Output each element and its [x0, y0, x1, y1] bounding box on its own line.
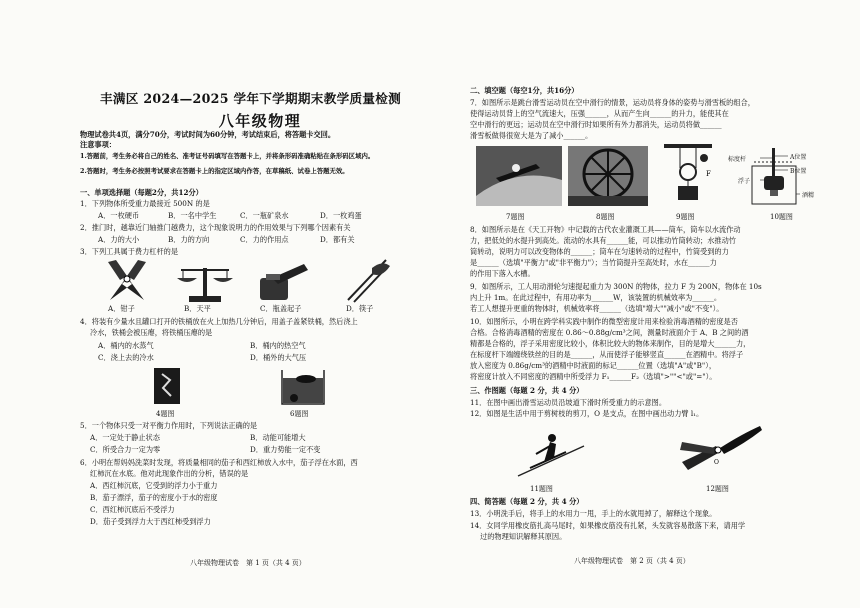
- exam-title: 丰满区 2024—2025 学年下学期期末教学质量检测: [100, 91, 402, 106]
- section-2-heading: 二、填空题（每空1分，共16分）: [470, 86, 579, 95]
- figure-8-caption: 8题图: [596, 213, 615, 221]
- question-10-line-6: 将密度计放入不同密度的酒精中所受浮力 F₁______F₂（选填">""<"或"="）。: [470, 372, 717, 381]
- figure-11-caption: 11题图: [530, 485, 553, 493]
- densimeter-image: [724, 142, 830, 206]
- q3-option-a: A．钳子: [108, 304, 135, 313]
- q1-option-c: C．一瓶矿泉水: [240, 211, 289, 220]
- question-5: 5．一个物体只受一对平衡力作用时，下列说法正确的是: [80, 421, 258, 430]
- label-alcohol: 酒精: [802, 192, 815, 199]
- q6-option-b: B．茄子漂浮，茄子的密度小于水的密度: [90, 493, 218, 502]
- page-1: [80, 50, 440, 570]
- question-9-line-1: 9．如图所示，工人用动滑轮匀速提起重力为 300N 的物体，拉力 F 为 200N，物体在 10s: [470, 282, 762, 291]
- q1-option-a: A．一枚硬币: [98, 211, 140, 220]
- subject-title: 八年级物理: [218, 112, 302, 130]
- question-1: 1．下列物体所受重力最接近 500N 的是: [80, 199, 210, 208]
- question-9-line-3: 若工人想提升更重的物体时，机械效率将______（选填"增大""减小"或"不变"）。: [470, 304, 724, 313]
- figure-9-caption: 9题图: [676, 213, 695, 221]
- question-10-line-4: 在标度杆下端缠绕铁丝的目的是______，从而使浮子能够竖直______在酒精中。将浮子: [470, 350, 744, 359]
- question-12: 12．如图是生活中用于剪树枝的剪刀，O 是支点，在图中画出动力臂 l₁。: [470, 409, 704, 418]
- label-b-position: B位置: [790, 168, 807, 175]
- figure-7-caption: 7题图: [506, 213, 525, 221]
- water-wheel-image: [568, 146, 648, 206]
- figure-6-caption: 6题图: [290, 410, 309, 418]
- q4-option-b: B．桶内的热空气: [250, 341, 306, 350]
- page-2-footer: 八年级物理试卷 第 2 页（共 4 页）: [574, 557, 690, 565]
- question-4-line-1: 4．将装有少量水且罐口打开的铁桶放在火上加热几分钟后，用盖子盖紧铁桶，然后浇上: [80, 317, 358, 326]
- q4-option-c: C．浇上去的冷水: [98, 353, 154, 362]
- pulley-image: [660, 142, 716, 206]
- question-2: 2．推门时，越靠近门轴推门越费力，这个现象说明力的作用效果与下列哪个因素有关: [80, 223, 351, 232]
- q6-option-a: A．西红柿沉底，它受到的浮力小于重力: [90, 481, 218, 490]
- q6-option-d: D．茄子受到浮力大于西红柿受到浮力: [90, 517, 211, 526]
- q2-option-a: A．力的大小: [98, 235, 140, 244]
- balance-image: [175, 258, 235, 304]
- question-10-line-5: 放入密度为 0.86g/cm³的酒精中时液面的标记______位置（选填"A"或"B"），: [470, 361, 717, 370]
- question-6-line-2: 红柿沉在水底。他对此现象作出的分析，错误的是: [90, 469, 249, 478]
- question-3: 3．下列工具属于费力杠杆的是: [80, 247, 179, 256]
- q5-option-a: A．一定处于静止状态: [90, 433, 160, 442]
- label-a-position: A位置: [790, 154, 807, 161]
- pliers-image: [102, 258, 152, 304]
- ski-jumper-image: [476, 146, 562, 206]
- page-1-footer: 八年级物理试卷 第 1 页（共 4 页）: [190, 559, 306, 567]
- q2-option-b: B．力的方向: [168, 235, 210, 244]
- question-9-line-2: 内上升 1m。在此过程中，有用功率为______W，该装置的机械效率为______。: [470, 293, 722, 302]
- q3-option-b: B．天平: [184, 304, 211, 313]
- notice-title: 注意事项：: [80, 140, 116, 149]
- question-7-line-4: 滑雪板做得很宽大是为了减小______。: [470, 131, 593, 140]
- bottle-opener-image: [258, 260, 312, 302]
- pruning-shears-image: [676, 422, 766, 482]
- question-7-line-1: 7．如图所示是跳台滑雪运动员在空中滑行的情景，运动员将身体的姿势与滑雪板的组合，: [470, 98, 755, 107]
- question-10-line-3: 精都是合格的，浮子采用密度比较小，体积比较大的物体来制作，目的是增大______力，: [470, 339, 751, 348]
- q1-option-b: B．一名中学生: [168, 211, 217, 220]
- question-7-line-2: 使得运动员背上的空气流速大，压强______，从而产生向______的升力，能使其在: [470, 109, 729, 118]
- question-13: 13．小明洗手后，将手上的水用力一甩，手上的水就甩掉了，解释这个现象。: [470, 509, 717, 518]
- section-1-heading: 一、单项选择题（每题2分，共12分）: [80, 188, 203, 197]
- q2-option-d: D．都有关: [320, 235, 355, 244]
- vegetables-in-water-image: [280, 366, 326, 406]
- question-11: 11．在图中画出滑雪运动员沿坡道下滑时所受重力的示意图。: [470, 398, 667, 407]
- crushed-bucket-image: [152, 366, 182, 406]
- q5-option-c: C．所受合力一定为零: [90, 445, 161, 454]
- question-10-line-1: 10．如图所示，小明在跨学科实践中制作的微型密度计用来检验消毒酒精的密度是否: [470, 317, 738, 326]
- label-float: 浮子: [738, 178, 751, 185]
- q4-option-d: D．桶外的大气压: [250, 353, 307, 362]
- q2-option-c: C．力的作用点: [240, 235, 289, 244]
- svg-text:F: F: [706, 170, 711, 178]
- section-4-heading: 四、简答题（每题 2 分，共 4 分）: [470, 497, 584, 506]
- q5-option-b: B．动能可能增大: [250, 433, 306, 442]
- question-8-line-1: 8．如图所示是在《天工开物》中记载的古代农业灌溉工具——筒车，筒车以水流作动: [470, 225, 741, 234]
- exam-info: 物理试卷共4页，满分70分，考试时间为60分钟，考试结束后，将答题卡交回。: [80, 130, 336, 139]
- q5-option-d: D．重力势能一定不变: [250, 445, 321, 454]
- skier-on-slope-image: [516, 424, 586, 480]
- q3-option-c: C．瓶盖起子: [260, 304, 302, 313]
- question-8-line-2: 力，把低处的水提升到高处。流动的水具有______能，可以推动竹筒转动；水推动竹: [470, 236, 736, 245]
- question-4-line-2: 冷水，铁桶会被压瘪，将铁桶压瘪的是: [90, 328, 213, 337]
- label-scale-rod: 标度杆: [728, 156, 747, 163]
- question-14-line-1: 14．女同学用橡皮筋扎高马尾时，如果橡皮筋没有扎紧，头发就容易散落下来，请用学: [470, 521, 746, 530]
- question-8-line-5: 的作用下落入水槽。: [470, 269, 535, 278]
- chopsticks-image: [342, 256, 392, 304]
- question-8-line-3: 筒转动，说明力可以改变物体的______；筒车在匀速转动的过程中，竹筒受到的力: [470, 247, 729, 256]
- notice-1: 1.答题前，考生务必将自己的姓名、准考证号码填写在答题卡上，并将条形码准确粘贴在条形码区域内。: [80, 152, 375, 160]
- figure-4-caption: 4题图: [156, 410, 175, 418]
- figure-10-caption: 10题图: [770, 213, 793, 221]
- question-8-line-4: 是______（选填"平衡力"或"非平衡力"）；当竹筒提升至高处时，水在______力: [470, 258, 717, 267]
- section-3-heading: 三、作图题（每题 2 分，共 4 分）: [470, 386, 584, 395]
- question-6-line-1: 6．小明在帮妈妈洗菜时发现，将质量相同的茄子和西红柿放入水中，茄子浮在水面，西: [80, 458, 358, 467]
- question-10-line-2: 合格。合格消毒酒精的密度在 0.86～0.88g/cm³之间，测量时液面介于 A、B 之间的酒: [470, 328, 749, 337]
- q1-option-d: D．一枚鸡蛋: [320, 211, 362, 220]
- figure-12-caption: 12题图: [706, 485, 729, 493]
- q4-option-a: A．桶内的水蒸气: [98, 341, 154, 350]
- question-14-line-2: 过的物理知识解释其原因。: [480, 532, 567, 541]
- svg-text:O: O: [714, 459, 719, 466]
- page-2: [470, 50, 832, 570]
- question-7-line-3: 空中滑行的更远；运动员在空中滑行时如果所有外力都消失，运动员将做______: [470, 120, 722, 129]
- q3-option-d: D．筷子: [346, 304, 374, 313]
- notice-2: 2.答题时，考生务必按照考试要求在答题卡上的指定区域内作答，在草稿纸、试卷上答题无效。: [80, 167, 349, 175]
- q6-option-c: C．西红柿沉底后不受浮力: [90, 505, 175, 514]
